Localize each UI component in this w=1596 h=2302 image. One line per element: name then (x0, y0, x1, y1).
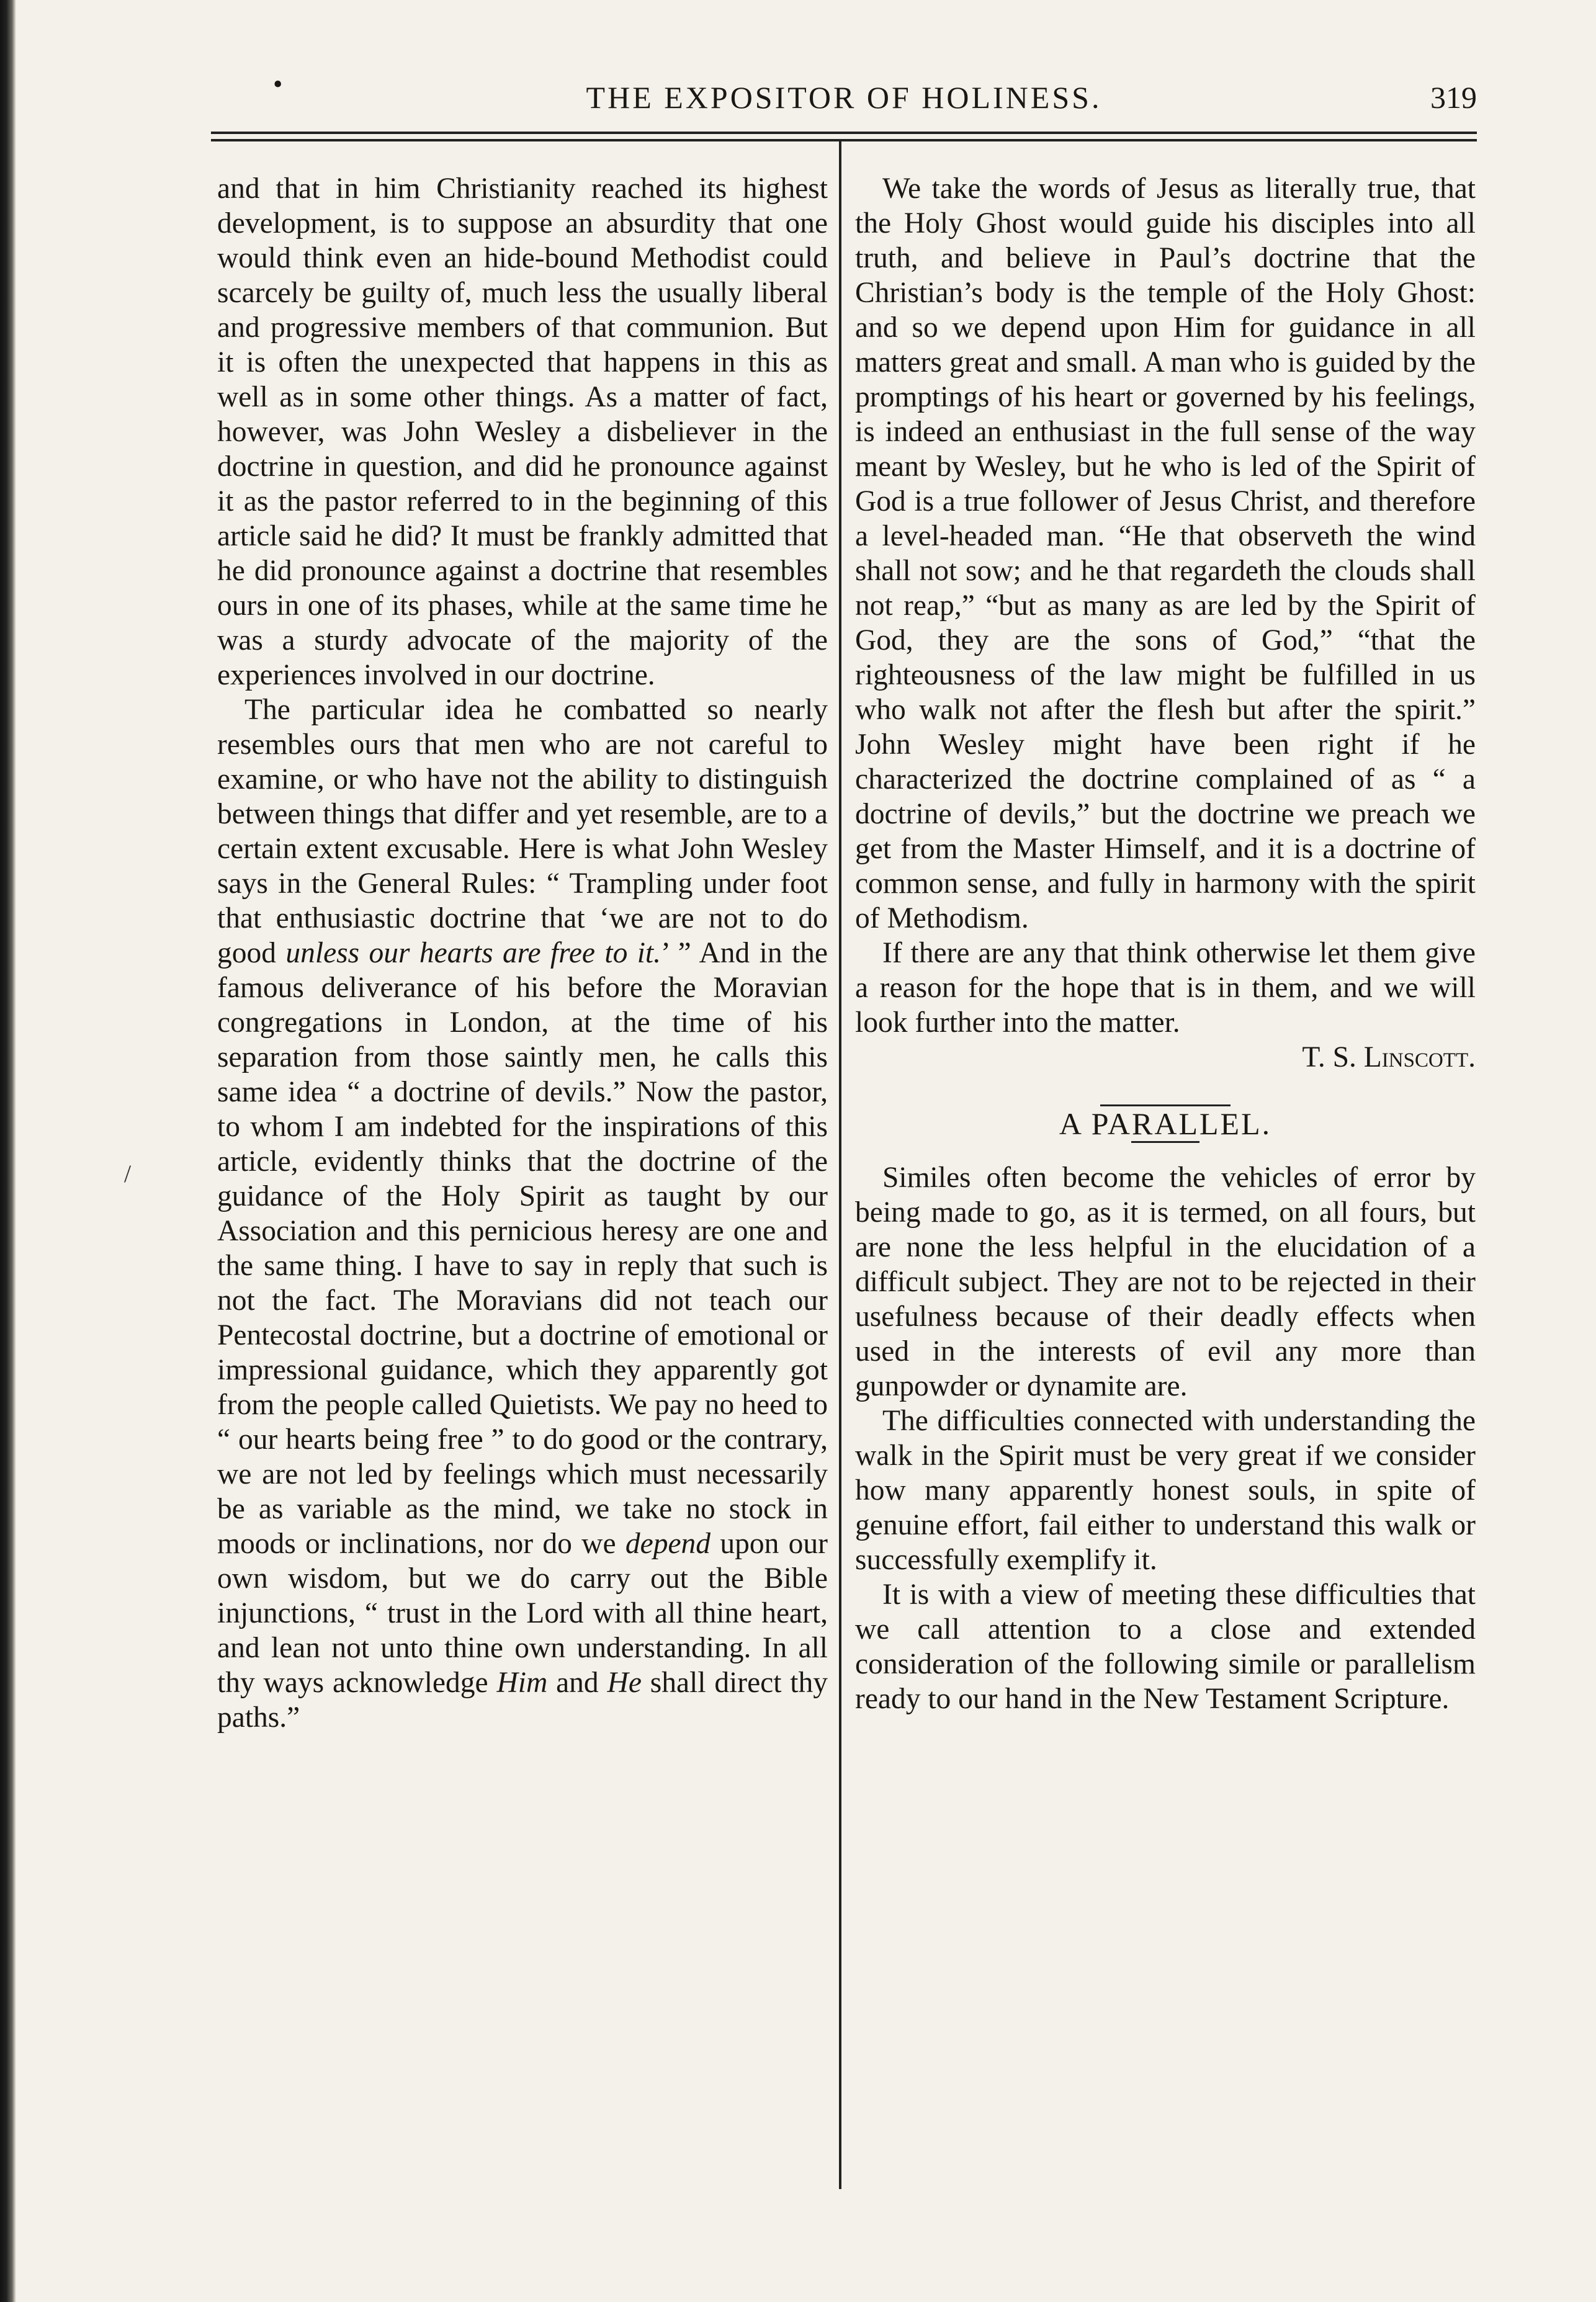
running-header (211, 68, 1477, 137)
section-heading: A PARALLEL. (1059, 1106, 1272, 1141)
left-p2-italic-quote: unless our hearts are free to it. (285, 937, 661, 969)
margin-tick-mark: / (124, 1160, 132, 1188)
left-p2-text-c: upon our own wisdom, but we do carry out the Bible injunctions, “ trust in the Lord with all thine heart, and lean not unto thine own understanding. In all thy ways acknowledge (217, 1528, 828, 1699)
right-paragraph-2: If there are any that think otherwise let them give a reason for the hope that is in them, and we will look further into the matter. (855, 937, 1476, 1039)
right-paragraph-1: We take the words of Jesus as literally true, that the Holy Ghost would guide his disciples into all truth, and believe in Paul’s doctrine that the Christian’s body is the temple of the Holy Ghost: and so we depend upon Him for guidance in all matters great and small. A man who is guided by the promptings of his heart or governed by his feelings, is indeed an enthusiast in the full sense of the way meant by Wesley, but he who is led of the Spirit of God is a true follower of Jesus Christ, and therefore a level-headed man. “He that observeth the wind shall not sow; and he that regardeth the clouds shall not reap,” “but as many as are led by the Spirit of God, they are the sons of God,” “that the righteousness of the law might be fulfilled in us who walk not after the flesh but after the spirit.” John Wesley might have been right if he characterized the doctrine complained of as “ a doctrine of devils,” but the doctrine we preach we get from the Master Himself, and it is a doctrine of common sense, and fully in harmony with the spirit of Methodism. (855, 172, 1476, 934)
header-rule-bottom (211, 139, 1477, 141)
left-column (217, 171, 828, 1735)
signature (855, 1040, 1476, 1075)
left-p2-text-a: The particular idea he combatted so nearly resembles ours that men who are not careful to examine, or who have not the ability to distinguish between things that differ and yet resemble, are to a certain extent excusable. Here is what John Wesley says in the General Rules: “ Trampling under foot that enthusiastic doctrine that ‘we are not to do good (217, 694, 828, 969)
right-paragraph-5: It is with a view of meeting these difficulties that we call attention to a close and extended consideration of the following simile or parallelism ready to our hand in the New Testament Scripture. (855, 1579, 1476, 1715)
right-column (855, 171, 1476, 1716)
left-paragraph-2 (217, 692, 828, 1735)
left-p2-text-and: and (547, 1667, 607, 1699)
left-p2-text-d: shall direct thy paths.” (217, 1667, 828, 1734)
left-p2-text-b: ’ ” And in the famous deliverance of his before the Moravian congregations in London, at the time of his separation from those saintly men, he calls this same idea “ a doctrine of devils.” Now the pastor, to whom I am indebted for the inspirations of this article, evidently thinks that the doctrine of the guidance of the Holy Spirit as taught by our Association and this pernicious heresy are one and the same thing. I have to say in reply that such is not the fact. The Moravians did not teach our Pentecostal doctrine, but a doctrine of emotional or impressional guidance, which they apparently got from the people called Quietists. We pay no heed to “ our hearts being free ” to do good or the contrary, we are not led by feelings which must necessarily be as variable as the mind, we take no stock in moods or inclinations, nor do we (217, 937, 828, 1560)
journal-title: THE EXPOSITOR OF HOLINESS. (586, 80, 1102, 115)
heading-underline (1131, 1141, 1199, 1143)
signature-name: T. S. Linscott. (1302, 1041, 1476, 1073)
right-paragraph-4: The difficulties connected with understanding the walk in the Spirit must be very great if we consider how many apparently honest souls, in spite of genuine effort, fail either to understand this walk or successfully exemplify it. (855, 1405, 1476, 1576)
column-divider (839, 141, 841, 2189)
page-binding-edge (0, 0, 16, 2302)
left-p2-italic-him: Him (496, 1667, 548, 1699)
header-dot: • (273, 69, 283, 99)
page-number: 319 (1430, 80, 1477, 115)
right-paragraph-3: Similes often become the vehicles of error by being made to go, as it is termed, on all fours, but are none the less helpful in the elucidation of a difficult subject. They are not to be rejected in their usefulness because of their deadly effects when used in the interests of evil any more than gunpowder or dynamite are. (855, 1162, 1476, 1402)
left-p2-italic-he: He (607, 1667, 642, 1699)
left-p2-italic-depend: depend (625, 1528, 711, 1560)
header-rule-top (211, 132, 1477, 134)
left-paragraph-1: and that in him Christianity reached its highest development, is to suppose an absurdity that one would think even an hide-bound Methodist could scarcely be guilty of, much less the usually liberal and progressive members of that communion. But it is often the unexpected that happens in this as well as in some other things. As a matter of fact, however, was John Wesley a disbeliever in the doctrine in question, and did he pronounce against it as the pastor referred to in the beginning of this article said he did? It must be frankly admitted that he did pronounce against a doctrine that resembles ours in one of its phases, while at the same time he was a sturdy advocate of the majority of the experiences involved in our doctrine. (217, 172, 828, 691)
